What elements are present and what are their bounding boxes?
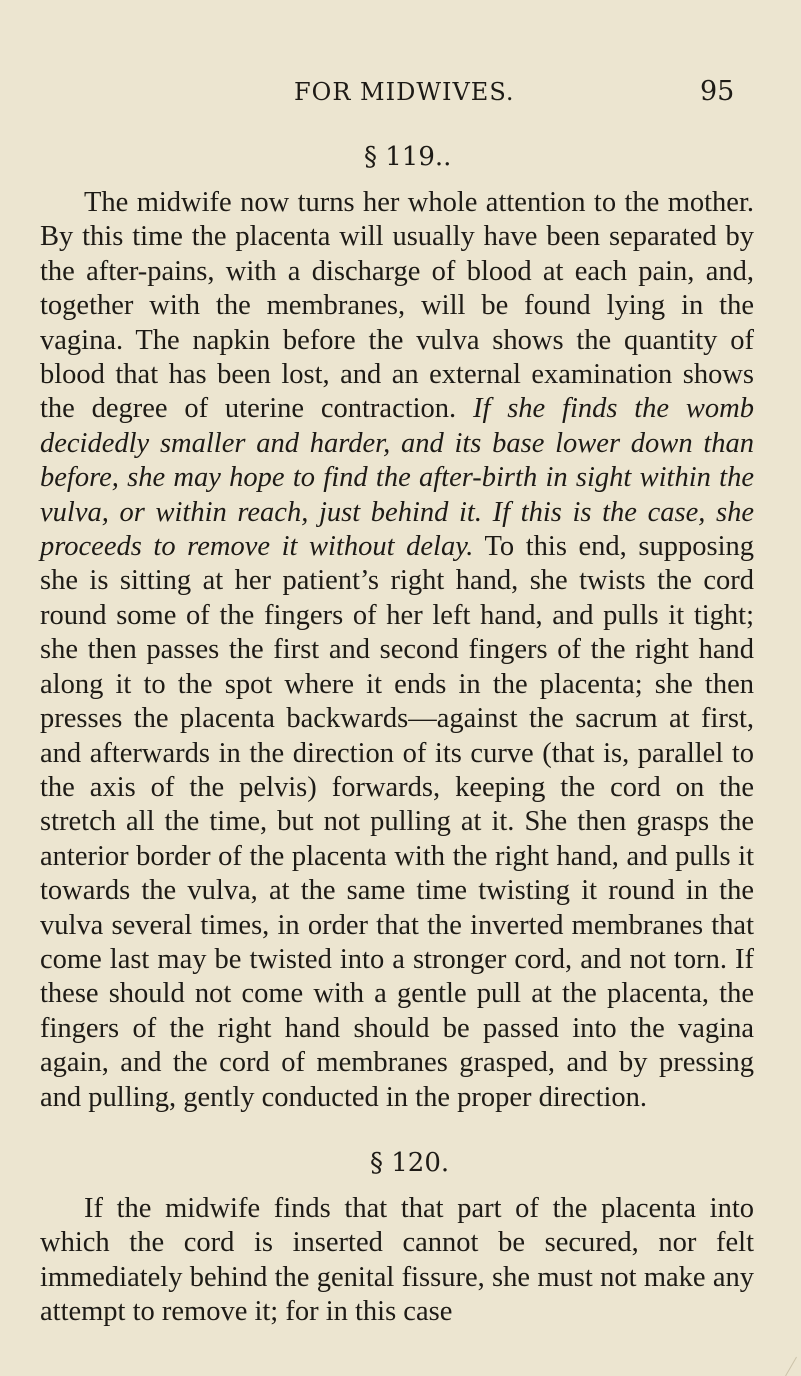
page-number: 95 <box>700 76 735 107</box>
paragraph-text <box>40 186 754 1115</box>
section-number: § 120. <box>370 1148 450 1178</box>
italic-text-run: If she finds the womb decidedly smaller and harder, and its base lower down than before, she may hope to find the after-birth in sight within the vulva, or within reach, just behind it. If this is the case, she proceeds to remove it without delay. <box>40 393 754 563</box>
running-head <box>0 72 801 112</box>
section-heading-119 <box>0 142 801 176</box>
text-run: If the midwife finds that that part of the placenta into which the cord is inserted cannot be secured, nor felt immediately behind the genital fissure, she must not make any attempt to remove it; for in this case <box>40 1193 754 1328</box>
paragraph-119 <box>40 186 754 1115</box>
section-heading-120 <box>0 1148 801 1182</box>
paper-crease-mark <box>766 1346 797 1376</box>
running-title: FOR MIDWIVES. <box>294 78 515 106</box>
section-number: § 119.. <box>364 142 452 172</box>
text-run: The midwife now turns her whole attention to the mother. By this time the placenta will usually have been separated by the after-pains, with a discharge of blood at each pain, and, together with the membranes, will be found lying in the vagina. The napkin before the vulva shows the quantity of blood that has been lost, and an external examination shows the degree of uterine contraction. <box>40 187 754 425</box>
paragraph-120 <box>40 1192 754 1330</box>
paragraph-text <box>40 1192 754 1330</box>
text-run: To this end, supposing she is sitting at her patient’s right hand, she twists the cord round some of the fingers of her left hand, and pulls it tight; she then passes the first and second fingers of the right hand along it to the spot where it ends in the placenta; she then presses the placenta backwards—against the sacrum at first, and afterwards in the direction of its curve (that is, parallel to the axis of the pelvis) forwards, keeping the cord on the stretch all the time, but not pulling at it. She then grasps the anterior border of the placenta with the right hand, and pulls it towards the vulva, at the same time twisting it round in the vulva several times, in order that the inverted membranes that come last may be twisted into a stronger cord, and not torn. If these should not come with a gentle pull at the placenta, the fingers of the right hand should be passed into the vagina again, and the cord of membranes grasped, and by pressing and pulling, gently conducted in the proper direction. <box>40 531 754 1113</box>
